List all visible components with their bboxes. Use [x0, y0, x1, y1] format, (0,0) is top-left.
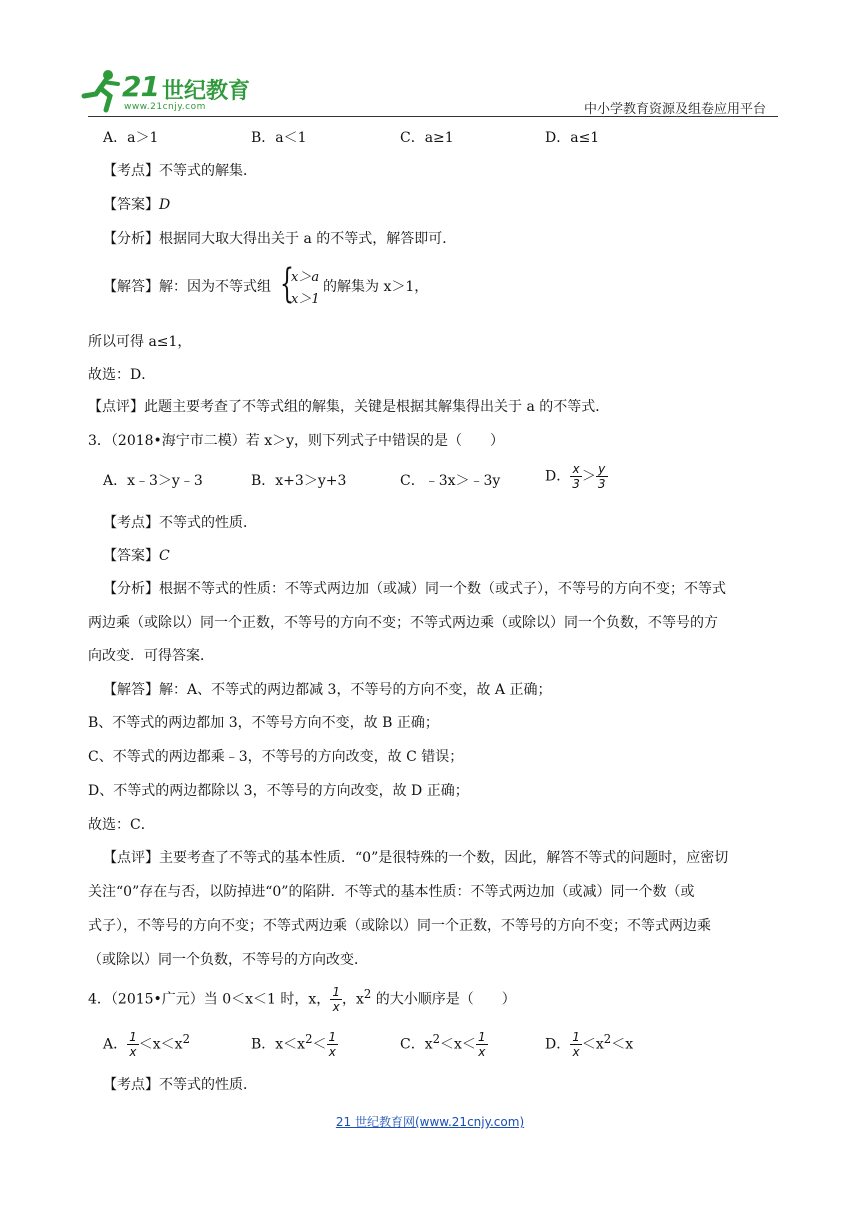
- q3-option-d: [545, 462, 608, 491]
- option-text: B．x＜x: [251, 1036, 306, 1053]
- system-brace: {: [280, 261, 294, 307]
- answer-label: 【答案】: [103, 197, 159, 213]
- q3-solution-4: D、不等式的两边都除以 3，不等号的方向改变，故 D 正确；: [88, 783, 469, 799]
- fraction-numerator: 1: [332, 985, 340, 999]
- q3-solution-1: 【解答】解：A、不等式的两边都减 3，不等号的方向不变，故 A 正确；: [103, 682, 552, 698]
- q3-analysis-1: 【分析】根据不等式的性质：不等式两边加（或减）同一个数（或式子），不等号的方向不变；不等式: [103, 581, 726, 597]
- superscript: 2: [603, 1031, 612, 1046]
- fraction-denominator: x: [478, 1045, 486, 1059]
- fraction-numerator: 1: [129, 1030, 137, 1044]
- option-text: ＜x: [611, 1036, 634, 1053]
- q3-option-b: B．x+3＞y+3: [251, 473, 347, 489]
- fraction-1-over-x: [330, 985, 342, 1014]
- q2-selection: 故选：D．: [88, 367, 156, 383]
- fraction-numerator: 1: [477, 1030, 486, 1044]
- q3-analysis-3: 向改变．可得答案．: [88, 648, 214, 664]
- logo-number: 21: [122, 70, 159, 103]
- fraction-numerator: 1: [572, 1030, 580, 1044]
- q3-solution-2: B、不等式的两边都加 3，不等号方向不变，故 B 正确；: [88, 715, 439, 731]
- q3-comment-2: 关注“0”存在与否，以防掉进“0”的陷阱．不等式的基本性质：不等式两边加（或减）同一个数（或: [88, 884, 695, 900]
- q2-option-a: A．a＞1: [103, 130, 159, 146]
- answer-value: C: [159, 548, 170, 564]
- fraction-1-over-x: [127, 1030, 139, 1059]
- q2-option-c: C．a≥1: [400, 130, 454, 146]
- runner-icon: [78, 66, 126, 114]
- q3-comment-4: （或除以）同一个负数，不等号的方向改变．: [88, 952, 368, 968]
- option-label: D．: [545, 468, 571, 485]
- superscript: 2: [305, 1031, 313, 1046]
- q4-stem: [88, 985, 516, 1014]
- q3-option-c: C．﹣3x＞﹣3y: [400, 473, 501, 489]
- fraction-denominator: x: [129, 1045, 137, 1059]
- q2-comment: 【点评】此题主要考查了不等式组的解集，关键是根据其解集得出关于 a 的不等式．: [88, 399, 610, 415]
- fraction-1-over-x: [327, 1030, 339, 1059]
- fraction-denominator: 3: [597, 477, 606, 491]
- footer-link[interactable]: 21 世纪教育网(www.21cnjy.com): [335, 1115, 525, 1129]
- system-line-2: x＞1: [291, 292, 320, 307]
- stem-text: 4．（2015•广元）当 0＜x＜1 时，x，: [88, 991, 331, 1008]
- q3-answer: [103, 545, 170, 565]
- q3-solution-3: C、不等式的两边都乘﹣3，不等号的方向改变，故 C 错误；: [88, 749, 464, 765]
- q2-solution-suffix: 的解集为 x＞1，: [323, 279, 429, 295]
- q2-answer: [103, 194, 170, 214]
- logo-text: 世纪教育: [162, 79, 251, 104]
- logo: [78, 66, 258, 118]
- fraction-x-over-3: [570, 462, 582, 491]
- superscript: 2: [432, 1031, 441, 1046]
- q3-option-a: A．x﹣3＞y﹣3: [103, 473, 203, 489]
- superscript: 2: [182, 1031, 190, 1046]
- q3-stem: 3．（2018•海宁市二模）若 x＞y，则下列式子中错误的是（ ）: [88, 433, 505, 449]
- option-text: C．x: [400, 1036, 433, 1053]
- superscript: 2: [363, 986, 372, 1001]
- q4-kaodian: 【考点】不等式的性质．: [103, 1077, 257, 1093]
- answer-value: D: [159, 197, 171, 213]
- option-text: ＜x＜x: [138, 1036, 183, 1053]
- option-label: A．: [103, 1036, 128, 1053]
- fraction-1-over-x: [476, 1030, 488, 1059]
- q3-kaodian: 【考点】不等式的性质．: [103, 515, 257, 531]
- q3-analysis-2: 两边乘（或除以）同一个正数，不等号的方向不变；不等式两边乘（或除以）同一个负数，不等号的方: [88, 615, 718, 631]
- q2-analysis: 【分析】根据同大取大得出关于 a 的不等式，解答即可．: [103, 231, 457, 247]
- header-tagline: 中小学教育资源及组卷应用平台: [584, 102, 767, 117]
- q2-solution-prefix: 【解答】解：因为不等式组: [103, 279, 271, 295]
- stem-text: 的大小顺序是（ ）: [371, 991, 516, 1008]
- q3-comment-3: 式子），不等号的方向不变；不等式两边乘（或除以）同一个正数，不等号的方向不变；不等式两边乘: [88, 918, 711, 934]
- fraction-denominator: x: [572, 1045, 580, 1059]
- fraction-numerator: x: [570, 462, 582, 477]
- gt-sign: ＞: [581, 468, 596, 485]
- logo-url: www.21cnjy.com: [124, 102, 206, 112]
- q2-kaodian: 【考点】不等式的解集．: [103, 163, 257, 179]
- q4-option-c: [400, 1030, 488, 1059]
- q2-option-d: D．a≤1: [545, 130, 600, 146]
- fraction-numerator: y: [596, 462, 608, 477]
- q3-selection: 故选：C．: [88, 817, 155, 833]
- header-divider: [88, 116, 778, 117]
- q4-option-b: [251, 1030, 338, 1059]
- q4-option-a: [103, 1030, 190, 1059]
- system-line-1: x＞a: [291, 270, 320, 285]
- stem-text: ，x: [341, 991, 364, 1008]
- q4-option-d: [545, 1030, 633, 1059]
- fraction-1-over-x: [570, 1030, 582, 1059]
- answer-label: 【答案】: [103, 548, 159, 564]
- q2-solution-line: 所以可得 a≤1，: [88, 334, 192, 350]
- fraction-denominator: 3: [572, 477, 580, 491]
- option-text: ＜x＜: [440, 1036, 476, 1053]
- option-text: ＜x: [581, 1036, 604, 1053]
- fraction-denominator: x: [328, 1045, 336, 1059]
- option-text: ＜: [312, 1036, 327, 1053]
- fraction-denominator: x: [332, 1000, 340, 1014]
- fraction-y-over-3: [596, 462, 608, 491]
- option-label: D．: [545, 1036, 571, 1053]
- q3-comment-1: 【点评】主要考查了不等式的基本性质．“0”是很特殊的一个数，因此，解答不等式的问题时，应密切: [103, 850, 729, 866]
- fraction-numerator: 1: [328, 1030, 337, 1044]
- q2-option-b: B．a＜1: [251, 130, 307, 146]
